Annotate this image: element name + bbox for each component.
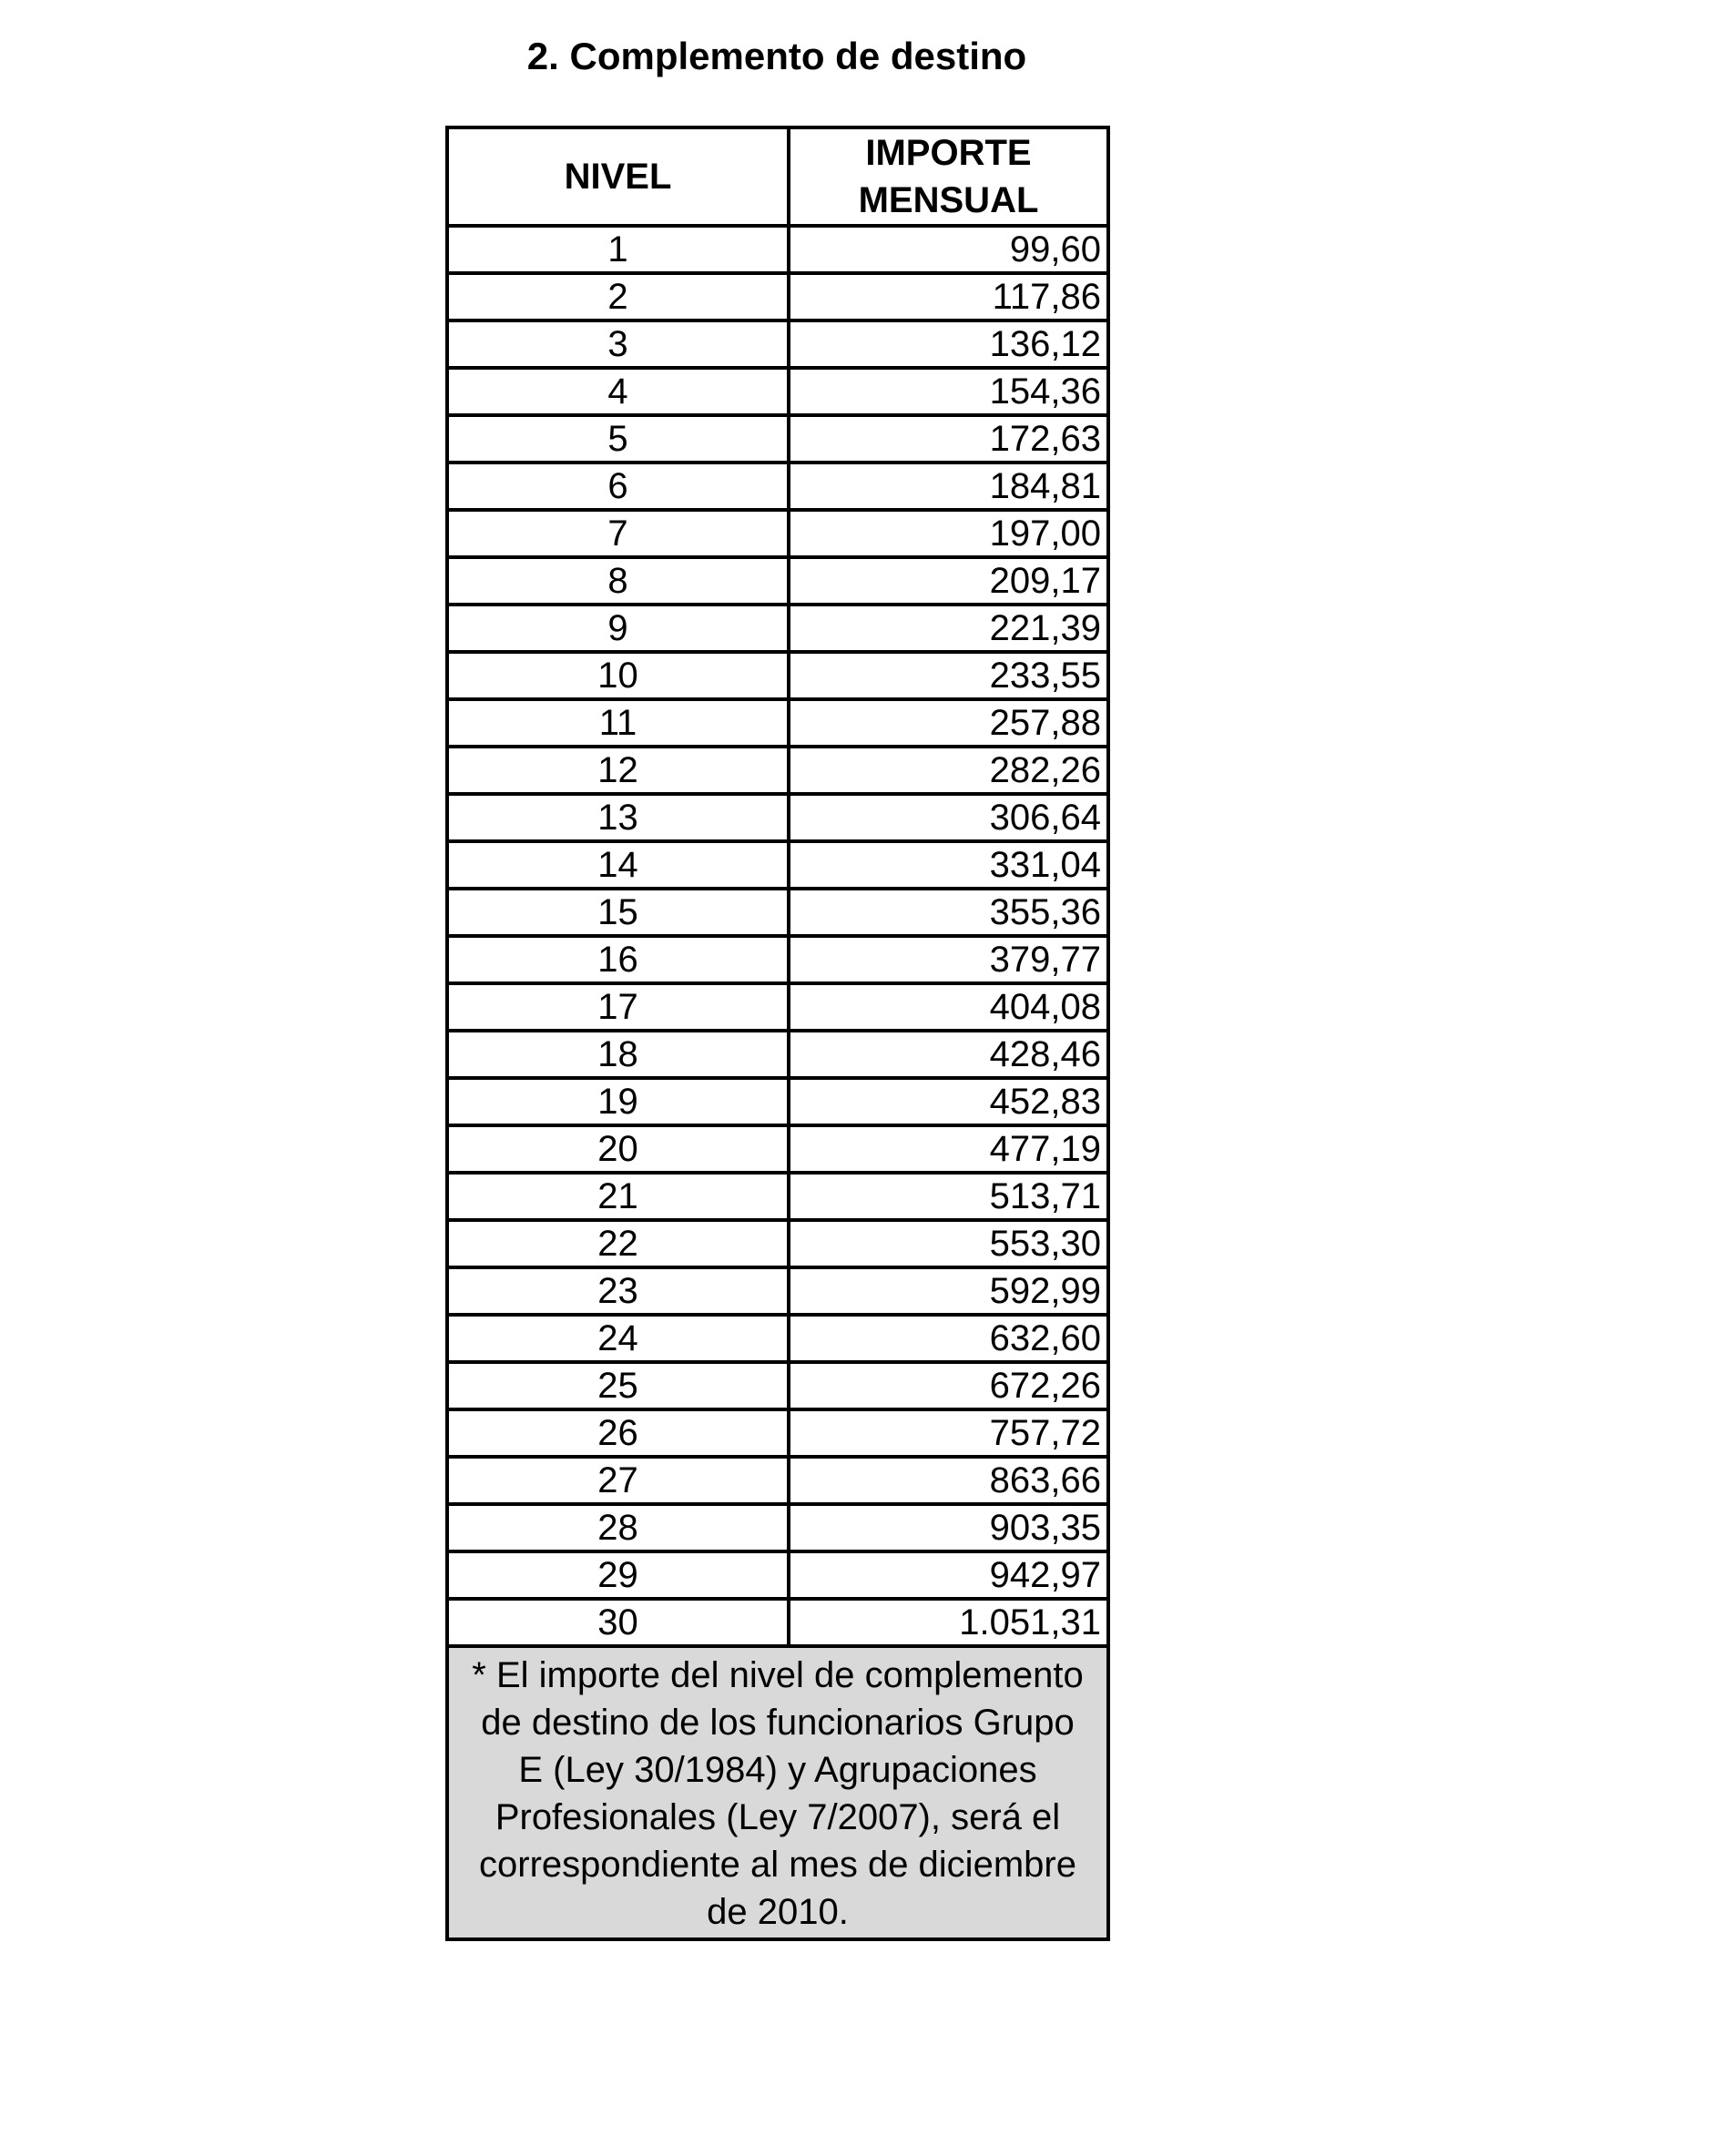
cell-importe: 221,39 bbox=[789, 605, 1108, 652]
footnote-line: E (Ley 30/1984) y Agrupaciones bbox=[518, 1750, 1037, 1790]
footnote-line: correspondiente al mes de diciembre bbox=[479, 1845, 1076, 1885]
table-row bbox=[447, 273, 1108, 320]
cell-nivel: 20 bbox=[447, 1125, 789, 1173]
cell-nivel: 8 bbox=[447, 557, 789, 605]
cell-nivel: 9 bbox=[447, 605, 789, 652]
cell-importe: 184,81 bbox=[789, 463, 1108, 510]
table-row bbox=[447, 699, 1108, 747]
cell-importe: 863,66 bbox=[789, 1457, 1108, 1504]
cell-nivel: 22 bbox=[447, 1220, 789, 1267]
table-row bbox=[447, 1599, 1108, 1646]
table-row bbox=[447, 557, 1108, 605]
cell-nivel: 13 bbox=[447, 794, 789, 841]
table-row bbox=[447, 1267, 1108, 1315]
table-row bbox=[447, 463, 1108, 510]
cell-nivel: 1 bbox=[447, 226, 789, 273]
cell-nivel: 21 bbox=[447, 1173, 789, 1220]
table-body bbox=[447, 226, 1108, 1646]
cell-nivel: 28 bbox=[447, 1504, 789, 1551]
table-row bbox=[447, 1362, 1108, 1409]
cell-nivel: 19 bbox=[447, 1078, 789, 1125]
cell-importe: 592,99 bbox=[789, 1267, 1108, 1315]
cell-nivel: 6 bbox=[447, 463, 789, 510]
footnote-line: * El importe del nivel de complemento bbox=[472, 1655, 1084, 1695]
table-row bbox=[447, 841, 1108, 889]
cell-importe: 172,63 bbox=[789, 415, 1108, 463]
complemento-destino-table-container bbox=[445, 126, 1106, 1941]
cell-importe: 355,36 bbox=[789, 889, 1108, 936]
table-row bbox=[447, 1457, 1108, 1504]
cell-importe: 452,83 bbox=[789, 1078, 1108, 1125]
cell-nivel: 15 bbox=[447, 889, 789, 936]
cell-nivel: 2 bbox=[447, 273, 789, 320]
cell-importe: 404,08 bbox=[789, 983, 1108, 1031]
cell-importe: 1.051,31 bbox=[789, 1599, 1108, 1646]
cell-importe: 209,17 bbox=[789, 557, 1108, 605]
cell-nivel: 17 bbox=[447, 983, 789, 1031]
cell-nivel: 18 bbox=[447, 1031, 789, 1078]
header-nivel: NIVEL bbox=[447, 127, 789, 226]
cell-nivel: 11 bbox=[447, 699, 789, 747]
cell-nivel: 30 bbox=[447, 1599, 789, 1646]
table-row bbox=[447, 368, 1108, 415]
table-row bbox=[447, 226, 1108, 273]
table-row bbox=[447, 1031, 1108, 1078]
cell-importe: 632,60 bbox=[789, 1315, 1108, 1362]
table-row bbox=[447, 510, 1108, 557]
cell-importe: 757,72 bbox=[789, 1409, 1108, 1457]
cell-importe: 942,97 bbox=[789, 1551, 1108, 1599]
cell-importe: 672,26 bbox=[789, 1362, 1108, 1409]
table-row bbox=[447, 936, 1108, 983]
cell-nivel: 16 bbox=[447, 936, 789, 983]
table-row bbox=[447, 605, 1108, 652]
cell-nivel: 25 bbox=[447, 1362, 789, 1409]
cell-importe: 477,19 bbox=[789, 1125, 1108, 1173]
cell-importe: 154,36 bbox=[789, 368, 1108, 415]
cell-importe: 331,04 bbox=[789, 841, 1108, 889]
note-row bbox=[447, 1646, 1108, 1939]
table-row bbox=[447, 794, 1108, 841]
table-row bbox=[447, 1220, 1108, 1267]
cell-nivel: 14 bbox=[447, 841, 789, 889]
header-importe-line1: IMPORTE bbox=[865, 133, 1032, 173]
table-row bbox=[447, 747, 1108, 794]
footnote-line: de destino de los funcionarios Grupo bbox=[481, 1703, 1075, 1743]
header-importe-line2: MENSUAL bbox=[858, 180, 1039, 220]
cell-nivel: 27 bbox=[447, 1457, 789, 1504]
table-row bbox=[447, 415, 1108, 463]
cell-importe: 306,64 bbox=[789, 794, 1108, 841]
table-row bbox=[447, 1409, 1108, 1457]
cell-nivel: 10 bbox=[447, 652, 789, 699]
table-header-row bbox=[447, 127, 1108, 226]
cell-importe: 282,26 bbox=[789, 747, 1108, 794]
cell-nivel: 29 bbox=[447, 1551, 789, 1599]
cell-nivel: 7 bbox=[447, 510, 789, 557]
cell-importe: 117,86 bbox=[789, 273, 1108, 320]
cell-importe: 233,55 bbox=[789, 652, 1108, 699]
table-row bbox=[447, 1551, 1108, 1599]
cell-importe: 513,71 bbox=[789, 1173, 1108, 1220]
table-row bbox=[447, 1173, 1108, 1220]
cell-importe: 428,46 bbox=[789, 1031, 1108, 1078]
footnote bbox=[447, 1646, 1108, 1939]
table-row bbox=[447, 652, 1108, 699]
cell-importe: 379,77 bbox=[789, 936, 1108, 983]
cell-nivel: 12 bbox=[447, 747, 789, 794]
header-importe-mensual bbox=[789, 127, 1108, 226]
table-row bbox=[447, 983, 1108, 1031]
table-row bbox=[447, 1315, 1108, 1362]
cell-nivel: 24 bbox=[447, 1315, 789, 1362]
footnote-line: Profesionales (Ley 7/2007), será el bbox=[494, 1797, 1061, 1837]
page-title: 2. Complemento de destino bbox=[526, 35, 1027, 77]
table-row bbox=[447, 320, 1108, 368]
table-row bbox=[447, 1125, 1108, 1173]
cell-nivel: 3 bbox=[447, 320, 789, 368]
cell-importe: 257,88 bbox=[789, 699, 1108, 747]
complemento-destino-table bbox=[445, 126, 1110, 1941]
cell-importe: 197,00 bbox=[789, 510, 1108, 557]
cell-nivel: 26 bbox=[447, 1409, 789, 1457]
footnote-line: de 2010. bbox=[707, 1892, 849, 1932]
cell-importe: 903,35 bbox=[789, 1504, 1108, 1551]
table-row bbox=[447, 1078, 1108, 1125]
cell-nivel: 5 bbox=[447, 415, 789, 463]
table-row bbox=[447, 889, 1108, 936]
cell-nivel: 23 bbox=[447, 1267, 789, 1315]
cell-nivel: 4 bbox=[447, 368, 789, 415]
table-row bbox=[447, 1504, 1108, 1551]
cell-importe: 553,30 bbox=[789, 1220, 1108, 1267]
cell-importe: 99,60 bbox=[789, 226, 1108, 273]
cell-importe: 136,12 bbox=[789, 320, 1108, 368]
